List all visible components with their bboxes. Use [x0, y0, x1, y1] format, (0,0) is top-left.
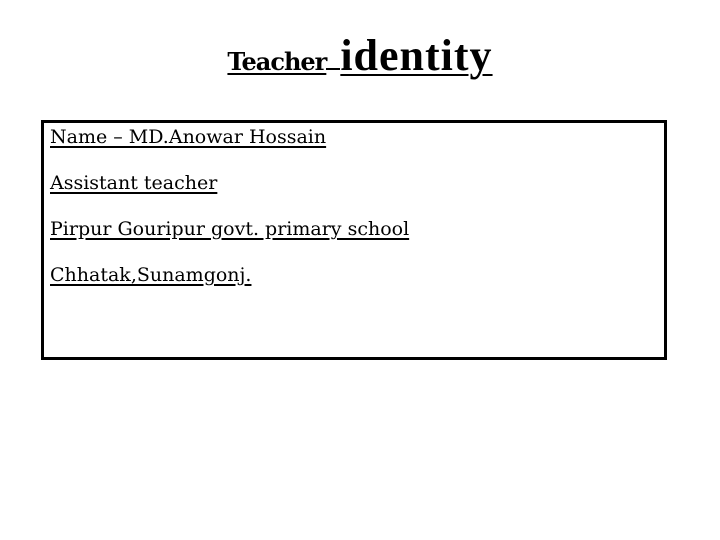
slide-title — [0, 30, 720, 81]
teacher-location-line: Chhatak,Sunamgonj. — [50, 264, 252, 286]
teacher-name-line: Name – MD.Anowar Hossain — [50, 126, 327, 148]
title-identity: identity — [340, 31, 493, 80]
title-teacher: Teacher — [227, 47, 327, 76]
teacher-info-box — [41, 120, 667, 360]
teacher-designation-line: Assistant teacher — [50, 172, 218, 194]
title-underline-gap — [326, 67, 340, 70]
teacher-school-line: Pirpur Gouripur govt. primary school — [50, 218, 410, 240]
